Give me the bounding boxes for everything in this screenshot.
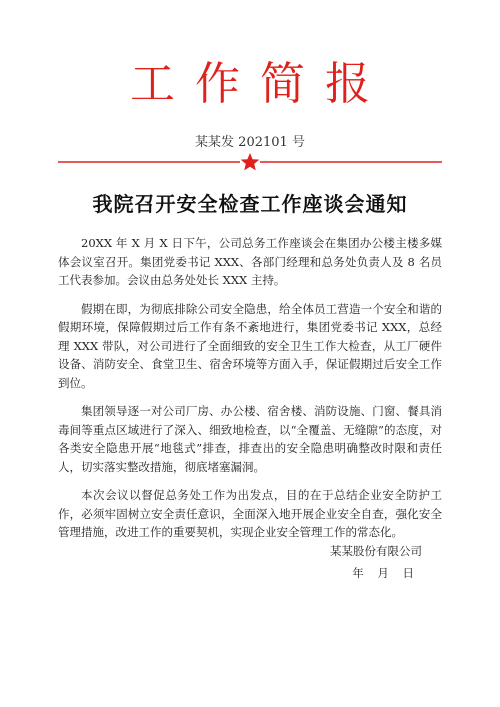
paragraph-1: 20XX 年 X 月 X 日下午，公司总务工作座谈会在集团办公楼主楼多媒体会议室召开。集团党委书记 XXX、各部门经理和总务处负责人及 8 名员工代表参加。会议由总务处处长 XXX 主持。 [58,236,442,287]
paragraph-4: 本次会议以督促总务处工作为出发点，目的在于总结企业安全防护工作，必须牢固树立安全责任意识，全面深入地开展企业安全自查，强化安全管理措施，改进工作的重要契机，实现企业安全管理工作的常态化。 [58,488,442,539]
notice-title: 我院召开安全检查工作座谈会通知 [92,192,408,216]
paragraph-2: 假期在即，为彻底排除公司安全隐患，给全体员工营造一个安全和谐的假期环境，保障假期过后工作有条不紊地进行，集团党委书记 XXX，总经理 XXX 带队，对公司进行了全面细致的安全卫生工作大检查，从工厂硬件设备、消防安全、食堂卫生、宿舍环境等方面入手，保证假期过后安全工作到位。 [58,301,442,390]
document-number: 某某发 202101 号 [195,135,305,150]
red-separator [58,152,442,172]
sign-date: 年 月 日 [352,566,414,580]
masthead-title: 工作简报 [129,57,390,110]
notice-body [58,234,442,552]
paragraph-3: 集团领导逐一对公司厂房、办公楼、宿舍楼、消防设施、门窗、餐具消毒间等重点区域进行了深入、细致地检查，以“全覆盖、无缝隙”的态度，对各类安全隐患开展“地毯式”排查，排查出的安全隐患明确整改时限和责任人，切实落实整改措施，彻底堵塞漏洞。 [58,404,442,474]
star-icon [241,153,260,170]
signer-name: 某某股份有限公司 [330,544,422,558]
